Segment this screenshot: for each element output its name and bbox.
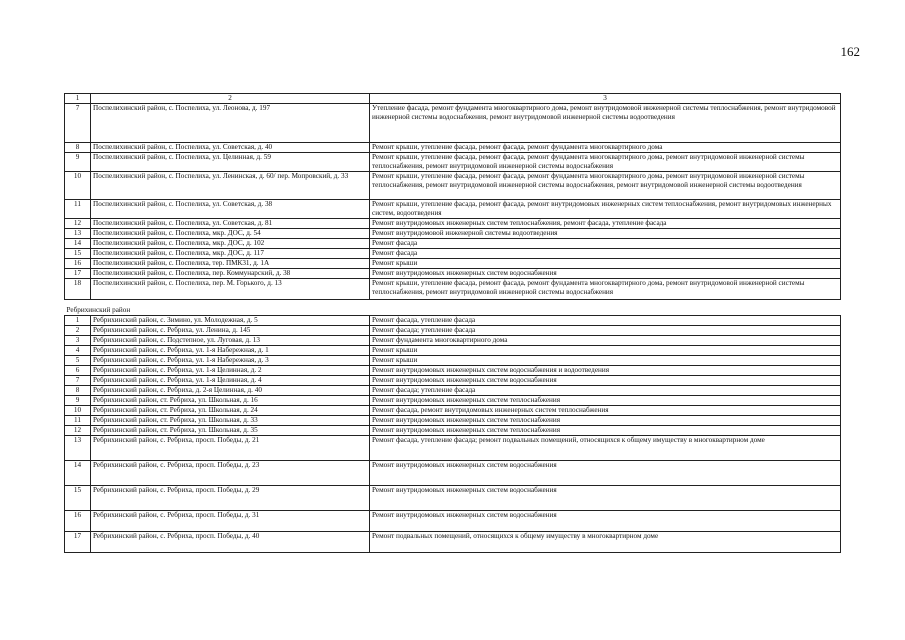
row-number: 9 [65,153,91,172]
header-col-2: 2 [91,94,370,104]
table-row [65,426,841,436]
row-address: Ребрихинский район, с. Ребриха, просп. Победы, д. 40 [91,532,370,553]
row-address: Ребрихинский район, с. Ребриха, просп. Победы, д. 29 [91,486,370,511]
row-address: Ребрихинский район, с. Подстепное, ул. Луговая, д. 13 [91,336,370,346]
row-works: Ремонт фасада; утепление фасада [370,326,841,336]
row-number: 12 [65,219,91,229]
row-works: Ремонт внутридомовых инженерных систем водоснабжения [370,461,841,486]
row-works: Ремонт фасада [370,249,841,259]
row-address: Ребрихинский район, с. Ребриха, ул. 1-я Целинная, д. 2 [91,366,370,376]
row-address: Ребрихинский район, ст. Ребриха, ул. Школьная, д. 24 [91,406,370,416]
row-number: 2 [65,326,91,336]
district-title: Ребрихинский район [65,300,841,316]
row-address: Поспелихинский район, с. Поспелиха, ул. Ленинская, д. 60/ пер. Мопровский, д. 33 [91,172,370,200]
row-address: Ребрихинский район, ст. Ребриха, ул. Школьная, д. 16 [91,396,370,406]
row-number: 9 [65,396,91,406]
row-works: Ремонт внутридомовых инженерных систем теплоснабжения [370,416,841,426]
row-address: Поспелихинский район, с. Поспелиха, мкр. ДОС, д. 117 [91,249,370,259]
row-works: Ремонт внутридомовых инженерных систем теплоснабжения [370,426,841,436]
table-row [65,356,841,366]
row-number: 15 [65,486,91,511]
table-row [65,239,841,249]
row-number: 4 [65,346,91,356]
header-col-3: 3 [370,94,841,104]
row-number: 7 [65,104,91,143]
row-works: Ремонт внутридомовой инженерной системы водоотведения [370,229,841,239]
row-number: 13 [65,229,91,239]
row-number: 18 [65,279,91,300]
row-address: Поспелихинский район, с. Поспелиха, пер. М. Горького, д. 13 [91,279,370,300]
row-number: 11 [65,200,91,219]
row-works: Ремонт фасада, ремонт внутридомовых инженерных систем теплоснабжения [370,406,841,416]
row-number: 8 [65,386,91,396]
row-address: Ребрихинский район, с. Ребриха, ул. 1-я Набережная, д. 3 [91,356,370,366]
row-number: 13 [65,436,91,461]
row-number: 7 [65,376,91,386]
row-works: Ремонт фундамента многоквартирного дома [370,336,841,346]
row-address: Поспелихинский район, с. Поспелиха, мкр. ДОС, д. 102 [91,239,370,249]
row-works: Ремонт крыши [370,346,841,356]
table-row [65,143,841,153]
table-row [65,200,841,219]
row-address: Поспелихинский район, с. Поспелиха, мкр. ДОС, д. 54 [91,229,370,239]
row-address: Поспелихинский район, с. Поспелиха, ул. Советская, д. 38 [91,200,370,219]
row-works: Ремонт внутридомовых инженерных систем водоснабжения [370,486,841,511]
table-row [65,172,841,200]
table-row [65,486,841,511]
row-address: Поспелихинский район, с. Поспелиха, пер. Коммунарский, д. 38 [91,269,370,279]
row-works: Ремонт крыши, утепление фасада, ремонт фасада, ремонт фундамента многоквартирного дома, ремонт внутридомовой инженерной системы теплоснабжения, ремонт внутридомовой инженерной системы водоснабжения [370,153,841,172]
row-number: 12 [65,426,91,436]
row-works: Ремонт крыши, утепление фасада, ремонт фасада, ремонт фундамента многоквартирного дома, ремонт внутридомовой инженерной системы теплоснабжения, ремонт внутридомовой инженерной системы водоснабжения [370,279,841,300]
row-address: Ребрихинский район, с. Ребриха, ул. 1-я Набережная, д. 1 [91,346,370,356]
row-number: 1 [65,316,91,326]
row-address: Поспелихинский район, с. Поспелиха, ул. Советская, д. 40 [91,143,370,153]
row-works: Ремонт крыши, утепление фасада, ремонт фасада, ремонт фундамента многоквартирного дома [370,143,841,153]
row-works: Ремонт крыши [370,356,841,366]
row-address: Ребрихинский район, с. Ребриха, ул. Ленина, д. 145 [91,326,370,336]
row-number: 3 [65,336,91,346]
row-address: Поспелихинский район, с. Поспелиха, ул. Леонова, д. 197 [91,104,370,143]
row-address: Ребрихинский район, с. Ребриха, просп. Победы, д. 31 [91,511,370,532]
table-row [65,416,841,426]
row-address: Поспелихинский район, с. Поспелиха, ул. Советская, д. 81 [91,219,370,229]
table-row [65,346,841,356]
table-row [65,259,841,269]
row-works: Ремонт внутридомовых инженерных систем водоснабжения [370,511,841,532]
repair-program-table [64,93,841,553]
table-row [65,386,841,396]
row-works: Утепление фасада, ремонт фундамента многоквартирного дома, ремонт внутридомовой инженерной системы теплоснабжения, ремонт внутридомовой инженерной системы водоснабжения, ремонт внутридомовой инженерной системы водоотведения [370,104,841,143]
table-row [65,229,841,239]
row-works: Ремонт внутридомовых инженерных систем водоснабжения и водоотведения [370,366,841,376]
district-section-row [65,300,841,316]
row-number: 10 [65,172,91,200]
row-address: Ребрихинский район, с. Ребриха, просп. Победы, д. 23 [91,461,370,486]
table-header-row [65,94,841,104]
row-number: 5 [65,356,91,366]
row-address: Ребрихинский район, с. Зимино, ул. Молодежная, д. 5 [91,316,370,326]
row-number: 8 [65,143,91,153]
row-address: Ребрихинский район, ст. Ребриха, ул. Школьная, д. 35 [91,426,370,436]
row-works: Ремонт внутридомовых инженерных систем водоснабжения [370,376,841,386]
row-number: 17 [65,269,91,279]
table-row [65,269,841,279]
header-col-1: 1 [65,94,91,104]
table-row [65,511,841,532]
table-row [65,279,841,300]
row-number: 11 [65,416,91,426]
table-row [65,249,841,259]
row-address: Поспелихинский район, с. Поспелиха, ул. Целинная, д. 59 [91,153,370,172]
row-works: Ремонт внутридомовых инженерных систем водоснабжения [370,269,841,279]
table-row [65,336,841,346]
table-row [65,316,841,326]
table-row [65,376,841,386]
row-works: Ремонт подвальных помещений, относящихся к общему имуществу в многоквартирном доме [370,532,841,553]
row-works: Ремонт фасада, утепление фасада [370,316,841,326]
row-address: Ребрихинский район, с. Ребриха, д. 2-я Целинная, д. 40 [91,386,370,396]
table-row [65,219,841,229]
row-works: Ремонт крыши, утепление фасада, ремонт фасада, ремонт фундамента многоквартирного дома, ремонт внутридомовой инженерной системы теплоснабжения, ремонт внутридомовой инженерной системы водоснабжения, ремонт внутридомовой инженерной системы водоотведения [370,172,841,200]
row-number: 14 [65,461,91,486]
row-address: Ребрихинский район, с. Ребриха, просп. Победы, д. 21 [91,436,370,461]
row-number: 6 [65,366,91,376]
row-works: Ремонт фасада; утепление фасада [370,386,841,396]
page-number: 162 [840,44,860,59]
table-row [65,366,841,376]
row-number: 17 [65,532,91,553]
row-number: 14 [65,239,91,249]
row-number: 15 [65,249,91,259]
table-row [65,436,841,461]
table-row [65,153,841,172]
row-address: Поспелихинский район, с. Поспелиха, тер. ПМК31, д. 1А [91,259,370,269]
row-address: Ребрихинский район, с. Ребриха, ул. 1-я Целинная, д. 4 [91,376,370,386]
row-address: Ребрихинский район, ст. Ребриха, ул. Школьная, д. 33 [91,416,370,426]
row-works: Ремонт крыши [370,259,841,269]
table-row [65,461,841,486]
row-number: 16 [65,511,91,532]
row-works: Ремонт внутридомовых инженерных систем теплоснабжения [370,396,841,406]
table-row [65,104,841,143]
row-works: Ремонт внутридомовых инженерных систем теплоснабжения, ремонт фасада, утепление фасада [370,219,841,229]
table-row [65,406,841,416]
table-row [65,326,841,336]
row-works: Ремонт крыши, утепление фасада, ремонт фасада, ремонт внутридомовых инженерных систем теплоснабжения, ремонт внутридомовых инженерных систем, водоотведения [370,200,841,219]
row-number: 16 [65,259,91,269]
row-works: Ремонт фасада, утепление фасада; ремонт подвальных помещений, относящихся к общему имуществу в многоквартирном доме [370,436,841,461]
row-works: Ремонт фасада [370,239,841,249]
table-row [65,532,841,553]
row-number: 10 [65,406,91,416]
table-row [65,396,841,406]
